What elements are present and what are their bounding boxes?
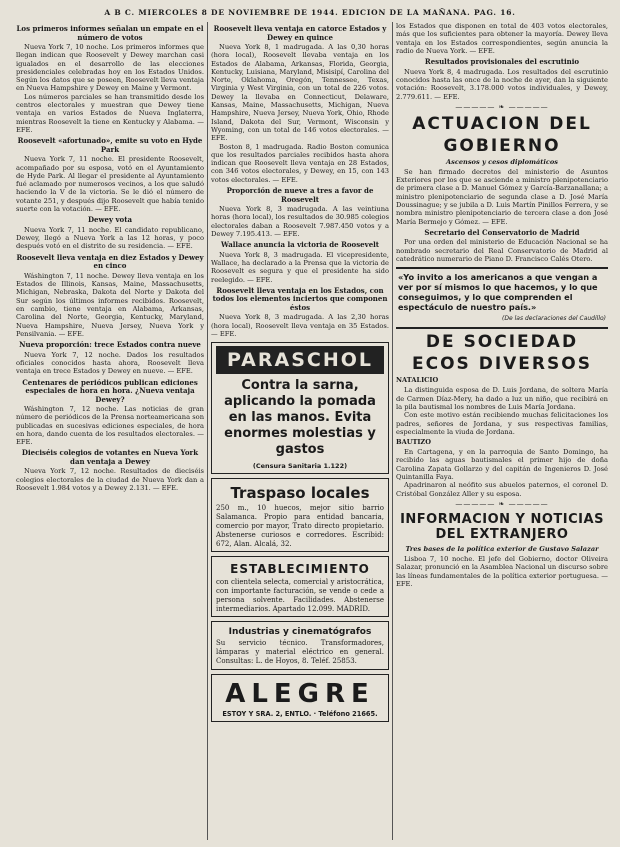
ad-title: ALEGRE [225,678,375,709]
ad-slogan: Contra la sarna, aplicando la pomada en las manos. Evita enormes molestias y gastos [224,378,376,458]
section-heading-gobierno-2: GOBIERNO [443,135,561,156]
column-1 [16,22,204,840]
column-rule [392,22,393,840]
article-paragraph: La distinguida esposa de D. Luis Jordana, de soltera María de Carmen Díaz-Mery, ha dado a luz un niño, que recibirá en la pila bautismal los nombres de Luis María Jordana. [396,386,608,411]
article-paragraph: Nueva York 7, 10 noche. Los primeros informes que llegan indican que Roosevelt y Dewey marchan casi igualados en el desarrollo de las elecciones presidenciales celebradas hoy en los Estados Unidos. Según los datos que se poseen, Roosevelt lleva ventaja en Nueva Hampshire y Dewey en Maine y Vermont. [16,43,204,93]
article-headline: Roosevelt lleva ventaja en diez Estados y Dewey en cinco [16,252,204,271]
column-2 [211,22,389,840]
section-heading-extranjero: INFORMACION Y NOTICIAS DEL EXTRANJERO [400,511,604,542]
page-header: A B C. MIERCOLES 8 DE NOVIEMBRE DE 1944. EDICION DE LA MAÑANA. PAG. 16. [104,8,516,17]
article-headline: Proporción de nueve a tres a favor de Roosevelt [226,186,374,204]
article-paragraph: Nueva York 8, 3 madrugada. A las 2,30 horas (hora local), Roosevelt lleva ventaja en 35 Estados. — EFE. [211,313,389,339]
article-headline: Resultados provisionales del escrutinio [424,57,580,67]
article-paragraph: Nueva York 8, 1 madrugada. A las 0,30 horas (hora local), Roosevelt llevaba ventaja en los Estados de Alabama, Arkansas, Florida, Georgia, Kentucky, Luisiana, Maryland, Misisipí, Carolina del Norte, Oklahoma, Oregón, Tennessee, Texas, Virginia y West Virginia, con un total de 226 votos. Dewey la llevaba en Connecticut, Delaware, Kansas, Maine, Massachusetts, Michigan, Nueva Hampshire, Nueva Jersey, Nueva York, Ohio, Rhode Island, Dakota del Sur, Vermont, Wisconsin y Wyoming, con un total de 146 votos electorales. — EFE. [211,43,389,143]
ad-censor-note: (Censura Sanitaria 1.122) [252,462,348,471]
article-paragraph: Nueva York 7, 12 noche. Resultados de dieciséis colegios electorales de la ciudad de Nueva York dan a Roosevelt 1.984 votos y a Dewey 2.131. — EFE. [16,467,204,493]
article-paragraph: Apadrinaron al neófito sus abuelos paternos, el coronel D. Cristóbal González Aller y su esposa. [396,481,608,498]
article-paragraph: Wáshington 7, 12 noche. Las noticias de gran número de periódicos de la Prensa norteamericana son publicadas en sucesivas ediciones especiales, de hora en hora, dando cuenta de los resultados electorales. — EFE. [16,405,204,447]
article-paragraph: Los números parciales se han transmitido desde los centros electorales y muestran que Dewey tiene ventaja en varios Estados de Nueva Inglaterra, mientras Roosevelt la tiene en Kentucky y Alabama. — EFE. [16,92,204,134]
ad-brand-logo: PARASCHOL [216,346,384,374]
quote-text: «Yo invito a los americanos a que vengan a ver por sí mismos lo que hacemos, y lo que conseguimos, y lo que comprenden el espectáculo de nuestro país.» [398,272,598,313]
ad-body: con clientela selecta, comercial y aristocrática, con importante facturación, se vende o cede a persona solvente. Facilidades. Abstenerse intermediarios. Apartado 12.099. MADRID. [216,578,384,613]
article-paragraph: Nueva York 7, 12 noche. Dados los resultados oficiales conocidos hasta ahora, Roosevelt lleva ventaja en trece Estados y Dewey en nueve. — EFE. [16,350,204,376]
advertisement-establecimiento [211,556,389,617]
column-rule [207,22,208,840]
article-paragraph: Se han firmado decretos del ministerio de Asuntos Exteriores por los que se asciende a ministro plenipotenciario de primera clase a D. Manuel Gómez y García-Barzanallana; a ministro plenipotenciario de segunda clase a D. José María Doussinague; y se jubila a D. Luis Martín Pinillos Ferrera, y se nombra ministro plenipotenciario de tercera clase a don José María Bermejo y Gómez. — EFE. [396,167,608,226]
advertisement-industrias [211,621,389,669]
article-paragraph: Nueva York 8, 3 madrugada. A las veintiuna horas (hora local), los resultados de 30.985 colegios electorales daban a Roosevelt 7.987.450 votos y a Dewey 7.195.413. — EFE. [211,205,389,238]
ornament-divider: ————— ❧ ————— [455,499,549,508]
quote-source: (De las declaraciones del Caudillo) [502,315,606,323]
article-paragraph: Nueva York 8, 4 madrugada. Los resultados del escrutinio conocidos hasta las once de la noche de ayer, dan la siguiente votación: Roosevelt, 3.178.000 votos individuales, y Dewey, 2.779.611. — EFE. [396,67,608,101]
section-heading-gobierno-1: ACTUACION DEL [412,113,592,134]
article-headline: Nueva proporción: trece Estados contra nueve [19,340,201,350]
ad-body: 250 m., 10 huecos, mejor sitio barrio Salamanca. Propio para entidad bancaria, comercio por mayor, Trato directo propietario. Abstenerse curiosos e corredores. Escribid: 672, Alan. Alcalá, 32. [216,504,384,548]
ad-footer: ESTOY Y SRA. 2, ENTLO. · Teléfono 21665. [222,709,378,718]
article-paragraph: Nueva York 7, 11 noche. El candidato republicano, Dewey, llegó a Nueva York a las 12 horas, y poco después votó en el distrito de su residencia. — EFE. [16,225,204,251]
advertisement-traspaso [211,478,389,552]
article-paragraph: En Cartagena, y en la parroquia de Santo Domingo, ha recibido las aguas bautismales el primer hijo de doña Carolina Zapata Gollarzo y del capitán de Ingenieros D. José Quintanilla Faya. [396,448,608,482]
article-paragraph: Con este motivo están recibiendo muchas felicitaciones los padres, señores de Jordana, y sus respectivas familias, especialmente la viuda de Jordana. [396,411,608,436]
article-paragraph: Lisboa 7, 10 noche. El jefe del Gobierno, doctor Oliveira Salazar, pronunció en la Asamblea Nacional un discurso sobre las líneas fundamentales de la política exterior portuguesa. — EFE. [396,554,608,588]
section-heading-sociedad-2: ECOS DIVERSOS [412,354,592,375]
article-headline: Secretario del Conservatorio de Madrid [424,227,580,237]
ad-title: Industrias y cinematógrafos [228,627,372,638]
ad-title: ESTABLECIMIENTO [230,562,370,577]
column-3 [396,22,608,840]
section-subheading: Tres bases de la política exterior de Gustavo Salazar [405,544,599,553]
article-paragraph: Nueva York 8, 3 madrugada. El vicepresidente, Wallace, ha declarado a la Prensa que la victoria de Roosevelt es segura y que el presidente ha sido reelegido. — EFE. [211,250,389,284]
article-paragraph: Boston 8, 1 madrugada. Radio Boston comunica que los resultados parciales recibidos hasta ahora indican que Roosevelt lleva ventaja en 28 Estados, con 346 votos electorales, y Dewey, en 15, con 143 votos electorales. — EFE. [211,142,389,184]
article-paragraph: Wáshington 7, 11 noche. Dewey lleva ventaja en los Estados de Illinois, Kansas, Maine, Massachusetts, Michigan, Nebraska, Dakota del Norte y Dakota del Sur según los últimos informes recibidos. Roosevelt, en cambio, tiene ventaja en Alabama, Arkansas, Carolina del Norte, Georgia, Kentucky, Maryland, Nueva Hampshire, Nueva Jersey, Nueva York y Pensilvania. — EFE. [16,271,204,338]
article-headline: Los primeros informes señalan un empate en el número de votos [16,24,204,42]
ad-title: Traspaso locales [230,484,370,503]
article-headline: Dieciséis colegios de votantes en Nueva York dan ventaja a Dewey [21,448,199,466]
article-paragraph: Por una orden del ministerio de Educación Nacional se ha nombrado secretario del Real Conservatorio de Madrid al catedrático numerario de Piano D. Francisco Calés Otero. [396,238,608,264]
section-subheading: Ascensos y cesos diplomáticos [446,157,558,166]
section-label: NATALICIO [396,376,439,385]
article-headline: Roosevelt «afortunado», emite su voto en Hyde Park [17,136,203,154]
ornament-divider: ————— ❧ ————— [455,102,549,111]
article-headline: Centenares de periódicos publican ediciones especiales de hora en hora. ¿Nueva ventaja Dewey? [22,377,198,404]
article-headline: Roosevelt lleva ventaja en catorce Estados y Dewey en quince [213,24,387,42]
advertisement-paraschol [211,342,389,474]
article-paragraph: los Estados que disponen en total de 403 votos electorales, más que los suficientes para obtener la mayoría. Dewey lleva ventaja en los Estados correspondientes, según anuncia la radio de Nueva York. — EFE. [396,22,608,55]
section-heading-sociedad-1: DE SOCIEDAD [425,332,579,353]
article-headline: Wallace anuncia la victoria de Roosevelt [220,240,380,250]
advertisement-alegre [211,674,389,722]
caudillo-quote [396,267,608,329]
section-label: BAUTIZO [396,438,431,447]
ad-body: Su servicio técnico. Transformadores, lámparas y material eléctrico en general. Consultas: L. de Hoyos, 8. Teléf. 25853. [216,639,384,666]
article-headline: Roosevelt lleva ventaja en los Estados, con todos los elementos inciertos que componen éstos [212,285,388,312]
article-headline: Dewey vota [87,215,132,225]
article-paragraph: Nueva York 7, 11 noche. El presidente Roosevelt, acompañado por su esposa, votó en el Ayuntamiento de Hyde Park. Al llegar el presidente al Ayuntamiento fué aclamado por numerosos vecinos, a los que saludó haciendo la V de la victoria. Se le dió el número de votante 251, y después dijo Roosevelt que había tenido suerte con la votación. — EFE. [16,155,204,214]
